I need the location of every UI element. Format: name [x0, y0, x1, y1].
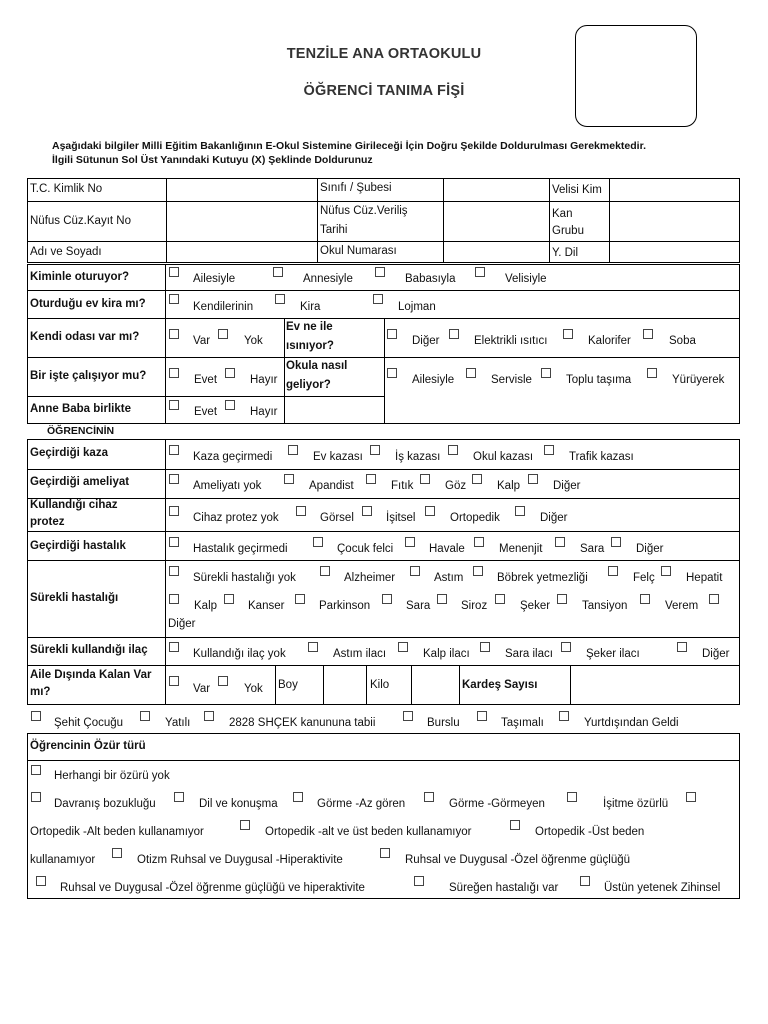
option-label: Fıtık	[391, 480, 414, 492]
option-label: Burslu	[427, 717, 460, 729]
nufus-veris-label-2: Tarihi	[320, 224, 348, 236]
option-label: Çocuk felci	[337, 543, 394, 555]
checkbox[interactable]	[36, 876, 46, 886]
school-name: TENZİLE ANA ORTAOKULU	[286, 46, 482, 62]
option-label: Diğer	[553, 480, 581, 492]
checkbox[interactable]	[475, 267, 485, 277]
option-label: Taşımalı	[501, 717, 544, 729]
option-label: Trafik kazası	[569, 451, 634, 463]
checkbox[interactable]	[480, 642, 490, 652]
transport-label-2: geliyor?	[286, 379, 331, 391]
option-label: Süreğen hastalığı var	[449, 882, 559, 894]
option-label: Sürekli hastalığı yok	[193, 572, 296, 584]
checkbox[interactable]	[218, 676, 228, 686]
checkbox[interactable]	[437, 594, 447, 604]
option-label: Kanser	[248, 600, 285, 612]
option-label: İşitme özürlü	[603, 798, 669, 810]
option-label: Astım	[434, 572, 464, 584]
option-label: Kaza geçirmedi	[193, 451, 273, 463]
checkbox[interactable]	[31, 765, 41, 775]
option-label: Velisiyle	[505, 273, 547, 285]
option-label: Astım ilacı	[333, 648, 387, 660]
checkbox[interactable]	[515, 506, 525, 516]
option-label: Havale	[429, 543, 465, 555]
lives-with-label: Kiminle oturuyor?	[30, 271, 130, 283]
option-label: Diğer	[412, 335, 440, 347]
option-label: Ruhsal ve Duygusal -Özel öğrenme güçlüğü	[405, 854, 631, 866]
checkbox[interactable]	[224, 594, 234, 604]
option-label: Var	[193, 683, 211, 695]
checkbox[interactable]	[477, 711, 487, 721]
checkbox[interactable]	[375, 267, 385, 277]
checkbox[interactable]	[288, 445, 298, 455]
checkbox[interactable]	[557, 594, 567, 604]
checkbox[interactable]	[472, 474, 482, 484]
option-label: Yürüyerek	[672, 374, 725, 386]
checkbox[interactable]	[169, 676, 179, 686]
option-label: Hepatit	[686, 572, 723, 584]
checkbox[interactable]	[410, 566, 420, 576]
option-label: Alzheimer	[344, 572, 396, 584]
checkbox[interactable]	[425, 506, 435, 516]
checkbox[interactable]	[403, 711, 413, 721]
checkbox[interactable]	[608, 566, 618, 576]
option-label: Diğer	[702, 648, 730, 660]
option-label: Yatılı	[165, 717, 191, 729]
checkbox[interactable]	[313, 537, 323, 547]
option-label: Apandist	[309, 480, 354, 492]
option-label: Dil ve konuşma	[199, 798, 278, 810]
option-label: Okul kazası	[473, 451, 534, 463]
parents-label: Anne Baba birlikte	[30, 403, 131, 415]
class-label: Sınıfı / Şubesi	[320, 182, 392, 194]
checkbox[interactable]	[580, 876, 590, 886]
checkbox[interactable]	[295, 594, 305, 604]
checkbox[interactable]	[611, 537, 621, 547]
checkbox[interactable]	[661, 566, 671, 576]
option-label: Herhangi bir özürü yok	[54, 770, 170, 782]
instruction-1: Aşağıdaki bilgiler Milli Eğitim Bakanlığının E-Okul Sistemine Girileceği İçin Doğru Şekilde Doldurulması Gerekmektedir.	[52, 140, 646, 152]
option-label: Görme -Az gören	[317, 798, 406, 810]
option-label: Ortopedik -alt ve üst beden kullanamıyor	[265, 826, 472, 838]
surgery-label: Geçirdiği ameliyat	[30, 476, 130, 488]
checkbox[interactable]	[495, 594, 505, 604]
nufus-kayit-label: Nüfus Cüz.Kayıt No	[30, 215, 131, 227]
option-label: Ailesiyle	[412, 374, 455, 386]
checkbox[interactable]	[169, 566, 179, 576]
checkbox[interactable]	[225, 368, 235, 378]
option-label: Ortopedik -Üst beden	[535, 826, 645, 838]
blood-label-2: Grubu	[552, 225, 584, 237]
option-label: Hayır	[250, 374, 278, 386]
siblings-label: Kardeş Sayısı	[462, 679, 538, 691]
option-label: Ev kazası	[313, 451, 363, 463]
option-label: Diğer	[168, 618, 196, 630]
checkbox[interactable]	[528, 474, 538, 484]
checkbox[interactable]	[275, 294, 285, 304]
checkbox[interactable]	[169, 642, 179, 652]
device-label-2: protez	[30, 516, 65, 528]
option-label: Kalp	[497, 480, 521, 492]
tc-label: T.C. Kimlik No	[30, 183, 103, 195]
checkbox[interactable]	[169, 445, 179, 455]
checkbox[interactable]	[448, 445, 458, 455]
checkbox[interactable]	[31, 711, 41, 721]
checkbox[interactable]	[473, 566, 483, 576]
option-label: Tansiyon	[582, 600, 628, 612]
nufus-veris-label-1: Nüfus Cüz.Veriliş	[320, 205, 408, 217]
checkbox[interactable]	[284, 474, 294, 484]
checkbox[interactable]	[510, 820, 520, 830]
checkbox[interactable]	[424, 792, 434, 802]
option-label: Sara	[580, 543, 605, 555]
checkbox[interactable]	[169, 267, 179, 277]
away-label-1: Aile Dışında Kalan Var	[30, 669, 152, 681]
transport-label-1: Okula nasıl	[286, 360, 348, 372]
checkbox[interactable]	[449, 329, 459, 339]
checkbox[interactable]	[398, 642, 408, 652]
checkbox[interactable]	[466, 368, 476, 378]
checkbox[interactable]	[709, 594, 719, 604]
option-label: Kira	[300, 301, 321, 313]
option-label: kullanamıyor	[30, 854, 96, 866]
checkbox[interactable]	[643, 329, 653, 339]
weight-label: Kilo	[370, 679, 390, 691]
option-label: Şeker	[520, 600, 551, 612]
option-label: Kalorifer	[588, 335, 631, 347]
option-label: Yok	[244, 683, 263, 695]
checkbox[interactable]	[273, 267, 283, 277]
option-label: Kullandığı ilaç yok	[193, 648, 286, 660]
checkbox[interactable]	[169, 474, 179, 484]
checkbox[interactable]	[414, 876, 424, 886]
option-label: Üstün yetenek Zihinsel	[604, 882, 721, 894]
checkbox[interactable]	[555, 537, 565, 547]
option-label: Şehit Çocuğu	[54, 717, 124, 729]
checkbox[interactable]	[387, 368, 397, 378]
checkbox[interactable]	[169, 594, 179, 604]
checkbox[interactable]	[677, 642, 687, 652]
heating-label-1: Ev ne ile	[286, 321, 333, 333]
checkbox[interactable]	[169, 400, 179, 410]
option-label: Ortopedik -Alt beden kullanamıyor	[30, 826, 204, 838]
checkbox[interactable]	[567, 792, 577, 802]
blood-label-1: Kan	[552, 208, 573, 220]
checkbox[interactable]	[169, 329, 179, 339]
lang-label: Y. Dil	[552, 247, 578, 259]
checkbox[interactable]	[541, 368, 551, 378]
name-label: Adı ve Soyadı	[30, 246, 102, 258]
checkbox[interactable]	[563, 329, 573, 339]
option-label: Hayır	[250, 406, 278, 418]
option-label: Parkinson	[319, 600, 371, 612]
option-label: Toplu taşıma	[566, 374, 632, 386]
option-label: Davranış bozukluğu	[54, 798, 156, 810]
accident-label: Geçirdiği kaza	[30, 447, 108, 459]
option-label: Ailesiyle	[193, 273, 236, 285]
checkbox[interactable]	[362, 506, 372, 516]
option-label: Ameliyatı yok	[193, 480, 262, 492]
checkbox[interactable]	[686, 792, 696, 802]
chronic-label: Sürekli hastalığı	[30, 592, 119, 604]
disability-label: Öğrencinin Özür türü	[30, 740, 146, 752]
checkbox[interactable]	[308, 642, 318, 652]
option-label: Annesiyle	[303, 273, 353, 285]
checkbox[interactable]	[366, 474, 376, 484]
checkbox[interactable]	[474, 537, 484, 547]
option-label: Lojman	[398, 301, 436, 313]
checkbox[interactable]	[405, 537, 415, 547]
checkbox[interactable]	[370, 445, 380, 455]
option-label: İş kazası	[395, 451, 441, 463]
option-label: Böbrek yetmezliği	[497, 572, 588, 584]
checkbox[interactable]	[647, 368, 657, 378]
option-label: Şeker ilacı	[586, 648, 640, 660]
house-label: Oturduğu ev kira mı?	[30, 298, 146, 310]
checkbox[interactable]	[31, 792, 41, 802]
photo-box	[575, 25, 697, 127]
checkbox[interactable]	[218, 329, 228, 339]
option-label: Siroz	[461, 600, 488, 612]
checkbox[interactable]	[382, 594, 392, 604]
checkbox[interactable]	[174, 792, 184, 802]
heating-label-2: ısınıyor?	[286, 340, 334, 352]
option-label: Kendilerinin	[193, 301, 254, 313]
option-label: Göz	[445, 480, 467, 492]
checkbox[interactable]	[169, 368, 179, 378]
checkbox[interactable]	[169, 506, 179, 516]
checkbox[interactable]	[293, 792, 303, 802]
option-label: Babasıyla	[405, 273, 456, 285]
option-label: Cihaz protez yok	[193, 512, 279, 524]
option-label: Hastalık geçirmedi	[193, 543, 288, 555]
option-label: Yok	[244, 335, 263, 347]
option-label: Menenjit	[499, 543, 543, 555]
option-label: Verem	[665, 600, 699, 612]
option-label: Yurtdışından Geldi	[584, 717, 679, 729]
option-label: 2828 SHÇEK kanununa tabii	[229, 717, 376, 729]
checkbox[interactable]	[561, 642, 571, 652]
checkbox[interactable]	[380, 848, 390, 858]
checkbox[interactable]	[320, 566, 330, 576]
checkbox[interactable]	[420, 474, 430, 484]
form-title: ÖĞRENCİ TANIMA FİŞİ	[303, 83, 465, 99]
disability-box	[27, 733, 740, 899]
medicine-label: Sürekli kullandığı ilaç	[30, 644, 148, 656]
option-label: Evet	[194, 406, 218, 418]
checkbox[interactable]	[112, 848, 122, 858]
option-label: Sara ilacı	[505, 648, 553, 660]
checkbox[interactable]	[640, 594, 650, 604]
room-label: Kendi odası var mı?	[30, 331, 140, 343]
checkbox[interactable]	[559, 711, 569, 721]
checkbox[interactable]	[544, 445, 554, 455]
option-label: Kalp	[194, 600, 218, 612]
option-label: Diğer	[636, 543, 664, 555]
option-label: Sara	[406, 600, 431, 612]
checkbox[interactable]	[169, 294, 179, 304]
checkbox[interactable]	[204, 711, 214, 721]
option-label: Elektrikli ısıtıcı	[474, 335, 548, 347]
option-label: Felç	[633, 572, 655, 584]
checkbox[interactable]	[140, 711, 150, 721]
option-label: Var	[193, 335, 211, 347]
option-label: Ortopedik	[450, 512, 500, 524]
student-section-label: ÖĞRENCİNİN	[47, 425, 115, 437]
option-label: Otizm Ruhsal ve Duygusal -Hiperaktivite	[137, 854, 343, 866]
option-label: Görme -Görmeyen	[449, 798, 545, 810]
option-label: Görsel	[320, 512, 354, 524]
work-label: Bir işte çalışıyor mu?	[30, 370, 147, 382]
option-label: Soba	[669, 335, 696, 347]
checkbox[interactable]	[225, 400, 235, 410]
checkbox[interactable]	[296, 506, 306, 516]
away-label-2: mı?	[30, 686, 51, 698]
checkbox[interactable]	[240, 820, 250, 830]
illness-label: Geçirdiği hastalık	[30, 540, 126, 552]
checkbox[interactable]	[387, 329, 397, 339]
option-label: Servisle	[491, 374, 532, 386]
checkbox[interactable]	[169, 537, 179, 547]
option-label: İşitsel	[386, 512, 416, 524]
device-label-1: Kullandığı cihaz	[30, 499, 118, 511]
instruction-2: İlgili Sütunun Sol Üst Yanındaki Kutuyu (X) Şeklinde Doldurunuz	[52, 154, 373, 166]
option-label: Ruhsal ve Duygusal -Özel öğrenme güçlüğü ve hiperaktivite	[60, 882, 365, 894]
option-label: Evet	[194, 374, 218, 386]
option-label: Kalp ilacı	[423, 648, 470, 660]
school-no-label: Okul Numarası	[320, 245, 397, 257]
guardian-label: Velisi Kim	[552, 184, 602, 196]
checkbox[interactable]	[373, 294, 383, 304]
height-label: Boy	[278, 679, 298, 691]
option-label: Diğer	[540, 512, 568, 524]
